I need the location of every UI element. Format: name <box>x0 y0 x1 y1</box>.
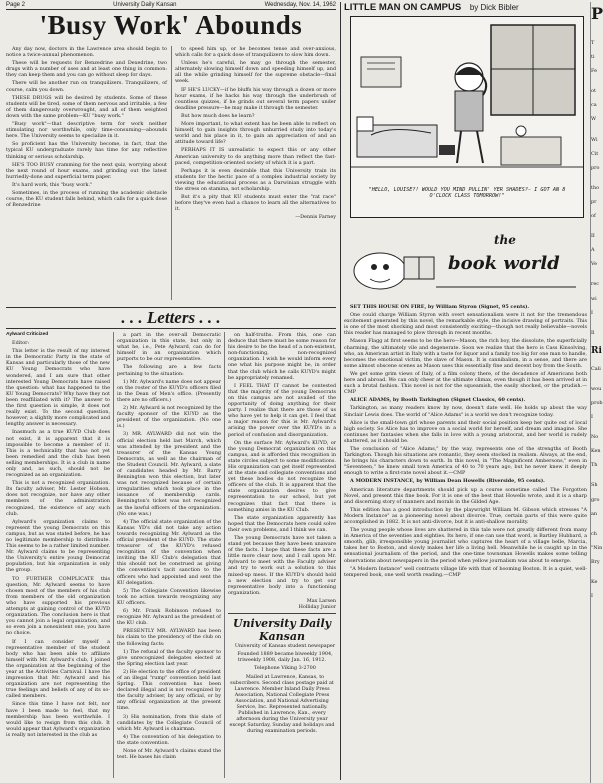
paragraph: "Busy work"—that descriptive term for work neither stimulating nor worthwhile, only time-consuming—abounds here. The University seems to specialize in it. <box>6 121 167 140</box>
paragraph: This is not a recognized organization. Its faculty adviser, Mr. Lester Hobson, does not recognize, nor have any other members of the administration recognized, the existence of any such club. <box>6 480 110 517</box>
paragraph: 5) The Collegiate Convention likewise took no action towards recognizing any KU officers. <box>117 587 221 606</box>
paragraph: HE'S TOO BUSY cramming for the next quiz, worrying about the next round of hour exams, and grinding out the latest hurriedly-done and superficial term paper. <box>6 161 167 180</box>
paragraph: Unless he's careful, he may go through the semester, alternately slowing himself down and speeding himself up, and all the while grinding himself for the supreme obstacle—final week. <box>175 60 336 85</box>
editorial-byline: —Dennis Farney <box>295 214 336 221</box>
signature-name: Max Larsen <box>306 597 336 604</box>
paragraph: Any day now, doctors in the Lawrence area should begin to notice a twice-annual phenomenon. <box>6 46 167 59</box>
edge-fragment: wou <box>591 385 602 392</box>
paragraph: Aylward's organization claims to represent the young Democrats on this campus, but as was stated before, he has no legitimate membership to distribute. This seems to be a rather limited number. Mr. Aylward claims to be representing the University's entire young Democrat population, but his organization is only the group. <box>6 518 110 574</box>
edge-fragment: Wi <box>591 136 598 143</box>
letters-column-2 <box>117 332 221 780</box>
column-divider <box>224 332 225 778</box>
edge-fragment: tho <box>591 184 600 191</box>
edge-fragment: I <box>591 309 593 316</box>
review-paragraph: SET THIS HOUSE ON FIRE, by William Styron (Signet, 95 cents). <box>350 304 530 310</box>
cartoon-title: LITTLE MAN ON CAMPUS <box>344 2 462 13</box>
book-reviews <box>344 304 587 780</box>
paragraph: Since this time I have not felt, nor have I been made to feel, that my membership has been worthwhile. I would like to resign from this club. It would appear that Aylward's organization is really not interested in the club as <box>6 701 110 738</box>
issue-date: Wednesday, Nov. 14, 1962 <box>264 2 336 8</box>
edge-fragment: ch <box>591 530 597 537</box>
page-divider <box>340 2 341 780</box>
cartoon-caption: "HELLO, LOUISE?! WOULD YOU MIND PULLIN' YER SHADES?— I GOT AN 8 O'CLOCK CLASS TOMORROW!" <box>368 187 566 199</box>
cartoon-byline: by Dick Bibler <box>469 3 519 12</box>
edge-fragment: of <box>591 213 596 220</box>
paragraph: 4) The convention of his delegation to the state convention. <box>117 733 221 746</box>
paragraph: The state organization apparently has hoped that the Democrats here could solve their own problems, and I think we can. <box>228 514 336 533</box>
review-paragraph: "A Modern Instance" well contrasts village life with that of booming Boston. It is a quiet, well-tempered book, one well worth reading.—CMP <box>344 565 587 578</box>
page-number: Page 2 <box>6 2 26 8</box>
cartoon-panel <box>350 16 584 218</box>
paragraph: Editor: <box>12 340 30 347</box>
signature-class: Holliday Junior <box>298 604 336 611</box>
paragraph: to speed him up, or he becomes tense and over-anxious, which calls for a quick dose of tranquilizers to slow him down. <box>175 46 336 59</box>
edge-fragment: P <box>591 4 603 23</box>
edge-fragment: A <box>591 247 595 254</box>
edge-fragment: wi <box>591 295 597 302</box>
masthead-info <box>228 643 336 734</box>
editorial-headline: 'Busy Work' Abounds <box>39 10 303 40</box>
paragraph: 1) Mr. Aylward's name does not appear on the roster of the KUYD's officers filed in the Dean of Men's office. (Presently there are no officers.) <box>117 378 221 403</box>
review-paragraph: Tarkington, as many readers know by now, doesn't date well. He holds up about the way Sinclair Lewis does. The world of "Alice Adams" is a world we don't recognize today. <box>344 405 587 418</box>
paragraph: But how much does he learn? <box>181 112 255 119</box>
paragraph: So proficient has the University become, in fact, that the typical KU undergraduate rarely has time for any reflective thinking or serious scholarship. <box>6 141 167 160</box>
edge-fragment: II <box>591 233 595 240</box>
edge-fragment: an <box>591 510 598 517</box>
masthead-line: University of Kansas student newspaper <box>234 643 336 650</box>
paragraph: This letter is the result of my interest in the Democratic Party in the state of Kansas and particularly those of the new KU Young Democrats who have wondered, and I am sure that other interested Young Democrats have raised the question: what has happened to the KU Young Democrats? Why have they not been reaffiliated with it? The answer to the first question is simple, it does not really exist. To the second question, however, a slightly more complicated and lengthy answer is necessary. <box>6 348 110 428</box>
paragraph: More important, to what extent has he been able to reflect on himself, to gain insights through unhurried study into today's world and his place in it, to gain an appreciation of and an attitude toward life? <box>175 121 336 146</box>
paragraph: PRESENTLY MR. AYLWARD has been his claim to the presidency of the club on the following facts: <box>117 628 221 647</box>
paragraph: The following are a few facts pertaining to the situation: <box>117 364 221 377</box>
review-paragraph: We get some grim views of Italy, of a film colony there, of the decadence of Americans both here and abroad. We can only cheer at the ultimate climax, even though it has been arrived at in such a brutal fashion. This novel is not for the squeamish, the easily shocked, or the prudish.—CMP <box>344 370 587 396</box>
paragraph: IF HE'S LUCKY—if he bluffs his way through a dozen or more hour exams, if he hacks his way through the underbrush of countless quizzes, if he grinds out several term papers under deadline pressure—he may make it through the semester. <box>175 86 336 111</box>
paragraph: Inasmuch as a true KUYD Club does not exist, it is apparent that it is impossible to become a member of it. This is a technicality that has not yet been remedied and the club has been selling memberships. It is a club in name only and, as such, should not be recognized as an organization. <box>6 429 110 479</box>
review-paragraph: The conclusion of "Alice Adams," by the way, represents one of the strengths of Booth Tarkington. Though his situations are romantic, they seem stocked in realism. Always, at the end, he brings his characters down to earth. In this novel, in "The Magnificent Ambersons," even in "Seventeen," he knew small town America of 40 to 70 years ago, but he never knew it deeply enough to write a first-rate novel about it.—CMP <box>344 445 587 477</box>
edge-fragment: pro <box>591 164 600 171</box>
paragraph: 6) Mr. Frank Robinson refused to recognize Mr. Aylward as the president of the KU club. <box>117 608 221 627</box>
paragraph: a part in the over-all Democratic organization in this state, but only in what he, i.e., Pete Aylward, can do for himself in an organization which purports to be our representative. <box>117 332 221 363</box>
editorial-column-2 <box>175 46 336 302</box>
edge-fragment: gro <box>591 496 600 503</box>
paragraph: These will be requests for Benzedrine and Dexedrine, two drugs with a number of uses and at least one thing in common: they can keep them and you can go without sleep for days. <box>6 60 167 79</box>
edge-fragment: T <box>591 40 595 46</box>
edge-fragment: prob <box>591 399 603 406</box>
edge-fragment: I <box>591 414 593 421</box>
edge-fragment: Ri <box>591 345 602 356</box>
edge-fragment: No <box>591 434 599 441</box>
masthead-line: Founded 1889 became biweekly 1904, triweekly 1908, daily Jan. 16, 1912. <box>237 651 333 664</box>
review-paragraph: Alice is the small-town girl whose parents and their social position keep her quite out of local high society. So Alice has to improve on a social world for herself, and dream and imagine. She continues her fantasies when she falls in love with a young aristocrat, and her world is rudely shattered, as it should be. <box>344 419 587 444</box>
paragraph: The young Democrats have not taken a stand yet because they have been unaware of the facts. I hope that these facts are a little more clear now, and I call upon Mr. Aylward to meet with the Faculty adviser and try to work out a solution to this mixed-up mess. If the KUYD's should hold a new election and try to get our representative body into a functioning organization. <box>228 535 336 596</box>
paragraph: 4) The official state organization of the Kansas YD's did not take any action towards recognizing Mr. Aylward as the official president of the KUYD. The state treasurer of the KUYD's refused recognition of the convention when inviting the KU Club's delegation that this should not be construed as giving the convention's tacit sanction to the officers who had appointed and sent the KU delegation. <box>117 518 221 586</box>
paragraph: on half-truths. From this, one can deduce that there must be some reason for his desire to be the head of a non-existent, non-functioning, non-recognized organization. I wish he would inform every one what his purpose might be, in order that the club which he calls KUYD's might be appropriately renamed. <box>228 332 336 381</box>
folio-line <box>6 2 336 10</box>
paragraph: Sometimes, in the process of running the academic obstacle course, the KU student falls behind, which calls for a quick dose of Benzedrine <box>6 189 167 209</box>
letters-column-3 <box>228 332 336 596</box>
book-world-the: the <box>494 233 516 247</box>
edge-fragment: Cali <box>591 365 601 372</box>
edge-fragment: Ve <box>591 261 597 268</box>
edge-fragment: ot <box>591 88 596 95</box>
masthead-rule <box>228 613 336 614</box>
masthead-line: Mailed at Lawrence, Kansas, to subscribers. Second class postage paid at Lawrence. Member Inland Daily Press Association, National Collegiate Press Association, and National Advertising Service, Inc. Represented nationally. Published in Lawrence, Kan., every afternoon during the University year except Saturday, Sunday and holidays and during examination periods. <box>229 673 335 735</box>
edge-fragment: ti <box>591 54 595 61</box>
edge-fragment: "Nin <box>591 544 603 551</box>
editorial-column-1 <box>6 46 167 302</box>
review-paragraph: One could charge William Styron with overt sensationalism were it not for the tremendous excitement generated by this novel, the remarkable style, the incisive drawing of portraits. This is one of the most shocking and most consistently exciting—though not really believable—novels this reader has managed to plow through in recent months. <box>344 312 587 337</box>
paragraph: If I can consider myself a representative member of the student body who has been able to affiliate himself with Mr. Aylward's club, I joined the organization at the beginning of the year at the Activities Carnival. I have the impression that Mr. Aylward and his organization are not representing the true feelings and beliefs of any of its so-called members. <box>6 638 110 700</box>
edge-fragment: Ken <box>591 448 601 455</box>
review-paragraph: This edition has a good introduction by the playwright William M. Gibson which stresses "A Modern Instance" as a pioneering novel about divorce. True, certain parts of this were quite accomplished in 1882. It is not anti-divorce, but it is anti-shallow morality. <box>344 506 587 525</box>
paragraph: On the surface Mr. Aylward's KUYD, or the young Democrat organization on this campus, and is afforded this recognition in state circles subject to some modifications. His organization can get itself represented at the state and collegiate conventions and yet these bodies do not recognize the officers of the club. It is apparent that the state organization desires to give representation to our school, but yet recognizes that fact that there is something amiss in the KU Club. <box>228 439 336 513</box>
paragraph: There will be another run on tranquilizers. Tranquilizers, of course, calm you down. <box>6 80 167 93</box>
paragraph: It's hard work, this "busy work." <box>12 181 93 188</box>
column-divider <box>113 332 114 778</box>
edge-fragment: Sh <box>591 482 598 489</box>
letter-signature <box>228 598 336 610</box>
review-paragraph: American literature departments should pick up a course sometime called The Forgotten Novel, and present this fine book. For it is one of the best that Howells wrote, and it is a sharp and discerning story of manners and morals in the Gilded Age. <box>344 486 587 505</box>
column-divider <box>171 46 172 300</box>
paragraph: TO FURTHER COMPLICATE this question, Mr. Aylward seems to have chosen most of the members of his club from members of the old organization who have supported his previous attempts at gaining control of the KUYD organization. The conclusion here is that you cannot join a legal organization, and so even join a nonexistent one; you have no choice. <box>6 575 110 637</box>
paper-name: University Daily Kansan <box>113 2 177 8</box>
paragraph: I FEEL THAT IT cannot be contested that the majority of the young Democrats on this campus are not availed of the opportunity of doing anything for their party. I realize that there are those of us who have yet to help it can get. I feel that a major reason for this is Mr. Aylward's arising the power over the KUYD's in a period of confusion and disorganization. <box>228 382 336 438</box>
edge-fragment: I <box>591 593 593 600</box>
paragraph: 3) MR. AYLWARD did not win the official election held last March, which was attended by the president and the treasurer of the Kansas Young Democrats, as well as the chairman of the Student Council. Mr. Aylward, a slate of candidates headed by Mr. Barry Bennington won this election, but later was not recognized because of certain irregularities which took place in the issuance of membership cards. Bennington's ticket was not recognized as the lawful officers of the organization. (No one was.) <box>117 431 221 517</box>
masthead-line: Telephone Viking 3-2700 <box>254 665 316 672</box>
edge-fragment: Ke <box>591 579 598 585</box>
book-world-header <box>344 227 587 301</box>
paragraph: THESE DRUGS will be desired by students. Some of these students will be tired, some of them nervous and irritable, a few of them dangerously overwrought, and all of them weighted down with the same problem—KU "busy work." <box>6 94 167 119</box>
review-paragraph: The young people whose lives are shattered in this tale were not greatly different from many in America of the seventies and eighties. Its hero, if one can use that word, is Bartley Hubbard, a smooth, glib, irresponsible young journalist who captures the heart of a village belle, Marcia, takes her to Boston, and slowly makes her life a living hell. Meanwhile he is caught up in the sensational journalism of the period, and the one-time townsman Howells makes some telling observations about newspapers in the period when yellow journalism was about to emerge. <box>344 527 587 564</box>
paragraph: None of Mr. Aylward's claims stand the test. He bases his claim <box>117 748 221 761</box>
review-paragraph: Mason Flagg at first seems to be the hero—Mason, the rich boy, the dissolute, the superficially charming, the ultimately vile and degenerate. Soon we realize that the hero is Cass Kinsolving, who, an American artist in Italy with a taste for liquor and a family too big for one man to handle, becomes the emotional victim, the slave of Mason. It is cannibalism, in a sense, and there are some almost obscene scenes as Mason uses this essentially fine and decent boy from the South. <box>344 338 587 369</box>
paragraph: Aylward Criticized <box>6 332 49 337</box>
paragraph: Perhaps it is even desirable that this University train its students for the hectic pace of a complex industrial society by viewing the educational process as a Darwinian struggle with the stress on stamina, not scholarship. <box>175 167 336 192</box>
edge-fragment: Cit <box>591 150 599 157</box>
paragraph: 3) His nomination, from this slate of candidates by the Collegiate Council of which Mr. Aylward is chairman. <box>117 713 221 732</box>
letters-column-1 <box>6 332 110 780</box>
masthead-title: University Daily Kansan <box>232 617 332 644</box>
letters-banner: . . . Letters . . . <box>6 307 336 329</box>
edge-fragment: Il <box>591 329 595 336</box>
paragraph: 2) Mr. Aylward is not recognized by the faculty sponsor of the KUYD as the president of the organization. (No one is.) <box>117 405 221 430</box>
edge-fragment: Th <box>591 462 598 469</box>
edge-fragment: W <box>591 116 597 123</box>
edge-fragment: Bry <box>591 558 600 565</box>
paragraph: PERHAPS IT IS unrealistic to expect this or any other American university to do anything more than reflect the fast-paced, competition-oriented society of which it is a part. <box>175 147 336 166</box>
paragraph: 1) The refusal of the faculty sponsor to give unrecognized delegates elected at the Spring election last year. <box>117 648 221 667</box>
edge-fragment: pr <box>591 198 597 205</box>
paragraph: 2) He election to the office of president of an illegal "rump" convention held last Spring. This convention has been declared illegal and is not recognized by the faculty adviser, by any official, or by any official organization at the present time. <box>117 668 221 712</box>
review-paragraph: A MODERN INSTANCE, by William Dean Howells (Riverside, 95 cents). <box>350 478 545 485</box>
letters-column-3-wrap <box>228 332 336 780</box>
edge-fragment: ca <box>591 102 597 109</box>
paragraph: But it's a pity that KU students must enter the "rat race" before they've even had a chance to learn all the alternatives to it. <box>175 194 336 213</box>
edge-fragment: rec <box>591 281 599 288</box>
review-paragraph: ALICE ADAMS, by Booth Tarkington (Signet Classics, 60 cents). <box>350 397 526 404</box>
book-world-title: book world <box>448 253 560 274</box>
cartoon-title-row <box>344 2 584 13</box>
adjacent-page-edge <box>590 2 601 783</box>
edge-fragment: Fe <box>591 68 598 75</box>
